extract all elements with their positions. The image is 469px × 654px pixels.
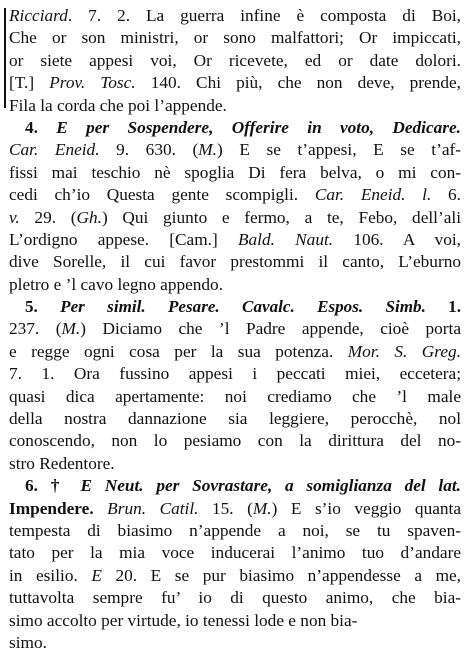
text-segment: pletro e ’l cavo legno appendo. bbox=[9, 274, 224, 294]
text-line bbox=[9, 386, 461, 408]
text-segment: E per Sospendere, Offerire in voto, Dedicare. bbox=[56, 117, 461, 137]
text-line bbox=[9, 139, 461, 161]
text-segment: 1. bbox=[425, 297, 461, 317]
text-segment: 29. ( bbox=[19, 207, 77, 227]
text-line bbox=[9, 162, 461, 184]
text-line bbox=[9, 475, 461, 497]
text-segment: 15. ( bbox=[198, 498, 253, 518]
text-line bbox=[9, 587, 461, 609]
text-segment: ) E s’io veggio quanta bbox=[271, 498, 461, 518]
text-segment: E Neut. per Sovrastare, a somiglianza del lat. bbox=[80, 476, 461, 496]
margin-rule bbox=[4, 8, 6, 108]
text-line bbox=[9, 184, 461, 206]
text-line bbox=[9, 229, 461, 251]
text-segment: Brun. Catil. bbox=[107, 498, 199, 518]
text-line bbox=[9, 408, 461, 430]
text-segment: simo accolto per virtude, io tenessi lode e non bia- bbox=[9, 610, 358, 630]
text-segment: dive Sorelle, il cui favor prestommi il canto, L’eburno bbox=[9, 252, 461, 272]
text-line bbox=[9, 296, 461, 318]
text-segment: 9. 630. ( bbox=[99, 140, 199, 160]
text-line bbox=[9, 498, 461, 520]
text-segment: conoscendo, non lo pesiamo con la dirittura del no- bbox=[9, 431, 461, 451]
text-segment: tuttavolta sempre fu’ io di questo animo, che bia- bbox=[9, 588, 461, 608]
text-line bbox=[9, 542, 461, 564]
text-line bbox=[9, 341, 461, 363]
text-segment: Ricciard bbox=[9, 6, 68, 25]
text-segment: ) E se t’appesi, E se t’af- bbox=[217, 140, 461, 160]
text-line bbox=[9, 50, 461, 72]
text-segment: cedi ch’io Questa gente scompigli. bbox=[9, 185, 315, 205]
text-segment: ) Qui giunto e fermo, a te, Febo, dell’ali bbox=[101, 207, 461, 227]
text-segment: in esilio. bbox=[9, 565, 92, 585]
text-segment: E bbox=[91, 565, 102, 585]
text-segment: 5. bbox=[25, 297, 61, 317]
text-segment: [T.] bbox=[9, 73, 50, 93]
text-segment: della nostra dannazione sia leggiere, perocchè, nol bbox=[9, 409, 461, 429]
text-segment: tato per la mia voce inducerai l’animo tuo d’andare bbox=[9, 543, 461, 563]
text-segment: Per simil. Pesare. Cavalc. Espos. Simb. bbox=[60, 297, 426, 317]
text-segment: or siete appesi voi, Or ricevete, ed or date dolori. bbox=[9, 50, 461, 70]
text-segment: fissi mai teschio nè spoglia Di fera belva, o mi con- bbox=[9, 162, 461, 182]
text-segment: M. bbox=[198, 140, 217, 160]
text-line bbox=[9, 72, 461, 94]
text-segment: Fila la corda che poi l’appende. bbox=[9, 95, 227, 115]
text-segment: 106. A voi, bbox=[333, 229, 461, 249]
text-line bbox=[9, 430, 461, 452]
text-segment: Bald. Naut. bbox=[237, 229, 334, 249]
text-segment: Prov. Tosc. bbox=[49, 73, 136, 93]
text-line bbox=[9, 5, 461, 27]
text-line bbox=[9, 363, 461, 385]
text-segment: 140. Chi più, che non deve, prende, bbox=[135, 73, 461, 93]
text-segment: tempesta di biasimo n’appende a noi, se tu spaven- bbox=[9, 520, 461, 540]
text-line bbox=[9, 251, 461, 273]
text-segment: e regge ogni cosa per la sua potenza. bbox=[9, 341, 348, 361]
text-segment: quasi dica apertamente: noi crediamo che ’l male bbox=[9, 386, 461, 406]
text-line bbox=[9, 632, 461, 654]
text-segment: M. bbox=[252, 498, 272, 518]
text-segment: . 7. 2. La guerra infine è composta di Boi, bbox=[67, 6, 461, 25]
text-segment: simo. bbox=[9, 632, 47, 652]
text-segment: ) Diciamo che ’l Padre appende, cioè porta bbox=[80, 319, 461, 339]
text-line bbox=[9, 565, 461, 587]
text-line bbox=[9, 207, 461, 229]
text-segment: 6. † bbox=[25, 476, 81, 496]
text-segment: 237. ( bbox=[9, 319, 62, 339]
entry-text bbox=[9, 5, 461, 654]
text-segment: 4. bbox=[25, 117, 57, 137]
text-segment: stro Redentore. bbox=[9, 453, 115, 473]
text-line bbox=[9, 95, 461, 117]
text-line bbox=[9, 27, 461, 49]
text-segment: L’ordigno appese. [Cam.] bbox=[9, 229, 238, 249]
text-segment: 20. E se pur biasimo n’appendesse a me, bbox=[101, 565, 461, 585]
text-segment: Che or son ministri, or sono malfattori; Or impiccati, bbox=[9, 28, 461, 48]
text-segment: M. bbox=[61, 319, 81, 339]
text-segment: Car. Eneid. l. bbox=[314, 185, 432, 205]
text-segment: Impendere. bbox=[9, 498, 108, 518]
text-line bbox=[9, 453, 461, 475]
text-line bbox=[9, 520, 461, 542]
text-segment: v. bbox=[9, 207, 20, 227]
text-segment: Car. Eneid. bbox=[9, 140, 100, 160]
text-segment: Mor. S. Greg. bbox=[347, 341, 461, 361]
text-line bbox=[9, 117, 461, 139]
text-segment: 6. bbox=[431, 185, 461, 205]
text-line bbox=[9, 274, 461, 296]
text-segment: 7. 1. Ora fussino appesi i peccati miei, eccetera; bbox=[9, 364, 461, 384]
text-line bbox=[9, 318, 461, 340]
text-segment: Gh. bbox=[76, 207, 102, 227]
